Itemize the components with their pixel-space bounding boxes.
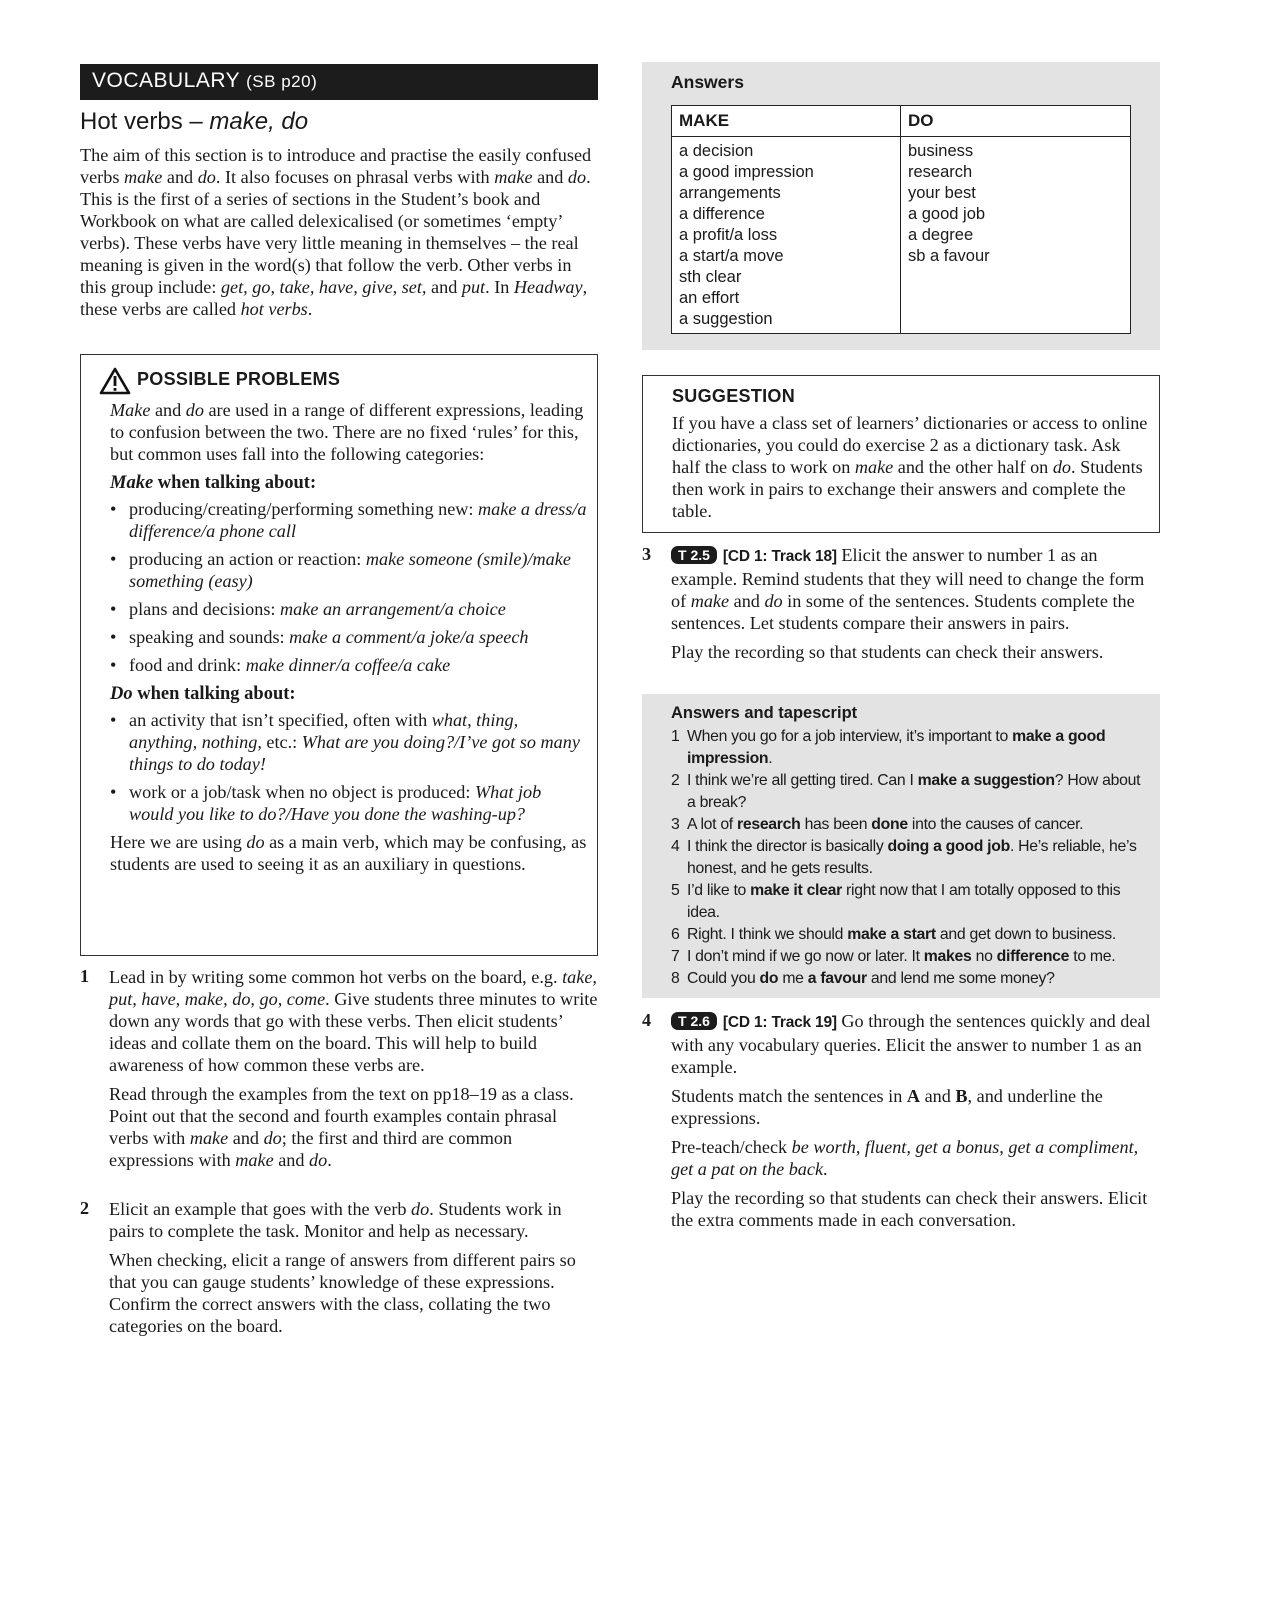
answers-title: Answers xyxy=(671,72,744,92)
step-1-paragraph: Read through the examples from the text on pp18–19 as a class. Point out that the second and fourth examples contain phrasal verbs with make and do; the first and third are common expressions with make and do. xyxy=(109,1084,574,1170)
list-item: • producing/creating/performing something new: make a dress/a difference/a phone call xyxy=(110,498,588,542)
table-cell-entry: research xyxy=(908,163,973,181)
suggestion-box xyxy=(642,375,1160,533)
answers-tapescript-box xyxy=(642,694,1160,998)
item-number: 8 xyxy=(671,970,680,987)
table-cell-entry: a start/a move xyxy=(679,247,784,265)
problems-closing: Here we are using do as a main verb, which may be confusing, as students are used to seeing it as an auxiliary in questions. xyxy=(110,832,587,874)
table-header-row xyxy=(672,106,1131,137)
table-cell-entry: a degree xyxy=(908,226,974,244)
suggestion-title: SUGGESTION xyxy=(672,386,796,406)
do-uses-list xyxy=(110,709,588,825)
item-number: 3 xyxy=(671,816,680,833)
heading-main: Hot verbs – xyxy=(80,108,210,135)
list-item: 3 A lot of research has been done into the causes of cancer. xyxy=(671,814,1141,836)
banner-ref: (SB p20) xyxy=(246,72,318,91)
make-do-table xyxy=(671,105,1131,334)
heading-italic: make, do xyxy=(209,108,309,135)
list-item: 6 Right. I think we should make a start and get down to business. xyxy=(671,924,1141,946)
step-3-paragraph: Play the recording so that students can check their answers. xyxy=(671,642,1104,662)
list-item: • work or a job/task when no object is produced: What job would you like to do?/Have you done the washing-up? xyxy=(110,781,588,825)
list-item: • food and drink: make dinner/a coffee/a cake xyxy=(110,654,588,676)
step-4-text: Go through the sentences quickly and deal with any vocabulary queries. Elicit the answer to number 1 as an example. xyxy=(671,1011,1151,1077)
list-item: 8 Could you do me a favour and lend me some money? xyxy=(671,968,1141,990)
step-2-paragraph: When checking, elicit a range of answers from different pairs so that you can gauge students’ knowledge of these expressions. Confirm the correct answers with the class, collating the two categories on the board. xyxy=(109,1250,576,1336)
table-cell-entry: arrangements xyxy=(679,184,781,202)
table-cell-entry: your best xyxy=(908,184,976,202)
problems-lead: Make and do are used in a range of different expressions, leading to confusion between the two. There are no fixed ‘rules’ for this, but common uses fall into the following categories: xyxy=(110,400,584,464)
step-1 xyxy=(109,966,599,1178)
answers-tapescript-title: Answers and tapescript xyxy=(671,704,858,722)
intro-paragraph: The aim of this section is to introduce and practise the easily confused verbs make and do. It also focuses on phrasal verbs with make and do. This is the first of a series of sections in the Student’s book and Workbook on what are called delexicalised (or sometimes ‘empty’ verbs). These verbs have very little meaning in themselves – the real meaning is given in the word(s) that follow the verb. Other verbs in this group include: get, go, take, have, give, set, and put. In Headway, these verbs are called hot verbs. xyxy=(80,145,592,319)
step-2-paragraph: Elicit an example that goes with the verb do. Students work in pairs to complete the task. Monitor and help as necessary. xyxy=(109,1199,562,1241)
item-number: 4 xyxy=(671,838,680,855)
cd-track-ref: [CD 1: Track 19] xyxy=(722,1014,837,1031)
step-number: 2 xyxy=(80,1198,90,1218)
make-column-header: MAKE xyxy=(672,106,901,137)
item-number: 7 xyxy=(671,948,680,965)
list-item: • an activity that isn’t specified, often with what, thing, anything, nothing, etc.: What are you doing?/I’ve got so many things to do today! xyxy=(110,709,588,775)
suggestion-body: If you have a class set of learners’ dictionaries or access to online dictionaries, you could do exercise 2 as a dictionary task. Ask half the class to work on make and the other half on do. Students then work in pairs to exchange their answers and complete the table. xyxy=(672,413,1148,521)
list-item: 4 I think the director is basically doing a good job. He’s reliable, he’s honest, and he gets results. xyxy=(671,838,1137,877)
item-number: 1 xyxy=(671,728,680,745)
step-4-paragraph: Students match the sentences in A and B, and underline the expressions. xyxy=(671,1086,1103,1128)
table-cell-entry: a good impression xyxy=(679,163,814,181)
step-4-paragraph: Pre-teach/check be worth, fluent, get a bonus, get a compliment, get a pat on the back. xyxy=(671,1137,1139,1179)
list-item: • producing an action or reaction: make someone (smile)/make something (easy) xyxy=(110,548,588,592)
list-item: • plans and decisions: make an arrangement/a choice xyxy=(110,598,588,620)
table-cell-entry: sth clear xyxy=(679,268,742,286)
table-cell-entry: business xyxy=(908,142,974,160)
table-cell-entry: a good job xyxy=(908,205,986,223)
step-4 xyxy=(671,1010,1161,1238)
table-row xyxy=(672,137,1131,334)
banner-title: VOCABULARY xyxy=(92,69,240,92)
step-number: 3 xyxy=(642,544,652,564)
step-3-text: Elicit the answer to number 1 as an example. Remind students that they will need to change the form of make and do in some of the sentences. Students complete the sentences. Let students compare their answers in pairs. xyxy=(671,545,1145,633)
make-heading: Make when talking about: xyxy=(110,473,317,493)
possible-problems-title: POSSIBLE PROBLEMS xyxy=(137,369,341,389)
list-item: 1 When you go for a job interview, it’s important to make a good impression. xyxy=(671,728,1106,767)
track-badge: T 2.5 xyxy=(671,546,717,564)
track-badge: T 2.6 xyxy=(671,1012,717,1030)
table-cell-entry: a decision xyxy=(679,142,754,160)
list-item: 7 I don’t mind if we go now or later. It makes no difference to me. xyxy=(671,946,1141,968)
step-2 xyxy=(109,1198,599,1344)
section-heading xyxy=(80,108,308,136)
section-banner xyxy=(80,64,598,100)
do-heading: Do when talking about: xyxy=(110,684,296,704)
do-column-header: DO xyxy=(901,106,1131,137)
step-4-paragraph xyxy=(671,1010,1161,1078)
do-column xyxy=(901,137,1131,334)
list-item: 5 I’d like to make it clear right now that I am totally opposed to this idea. xyxy=(671,882,1121,921)
step-3 xyxy=(671,544,1161,670)
make-uses-list xyxy=(110,498,588,676)
item-number: 5 xyxy=(671,882,680,899)
table-cell-entry: a profit/a loss xyxy=(679,226,778,244)
answers-box xyxy=(642,62,1160,350)
list-item: • speaking and sounds: make a comment/a joke/a speech xyxy=(110,626,588,648)
possible-problems-box xyxy=(80,354,598,956)
cd-track-ref: [CD 1: Track 18] xyxy=(722,548,837,565)
step-3-paragraph xyxy=(671,544,1161,634)
table-cell-entry: an effort xyxy=(679,289,740,307)
possible-problems-body xyxy=(110,399,588,875)
list-item: 2 I think we’re all getting tired. Can I make a suggestion? How about a break? xyxy=(671,772,1141,811)
answers-tapescript-list xyxy=(671,726,1141,990)
step-number: 1 xyxy=(80,966,90,986)
step-1-paragraph: Lead in by writing some common hot verbs on the board, e.g. take, put, have, make, do, go, come. Give students three minutes to write down any words that go with these verbs. Then elicit students’ ideas and collate them on the board. This will help to build awareness of how common these verbs are. xyxy=(109,967,598,1075)
item-number: 6 xyxy=(671,926,680,943)
table-cell-entry: sb a favour xyxy=(908,247,990,265)
item-number: 2 xyxy=(671,772,680,789)
table-cell-entry: a difference xyxy=(679,205,765,223)
make-column xyxy=(672,137,901,334)
step-number: 4 xyxy=(642,1010,652,1030)
warning-icon xyxy=(99,367,131,395)
banner-title-wrap xyxy=(92,69,317,93)
table-cell-entry: a suggestion xyxy=(679,310,773,328)
step-4-paragraph: Play the recording so that students can check their answers. Elicit the extra comments made in each conversation. xyxy=(671,1188,1148,1230)
